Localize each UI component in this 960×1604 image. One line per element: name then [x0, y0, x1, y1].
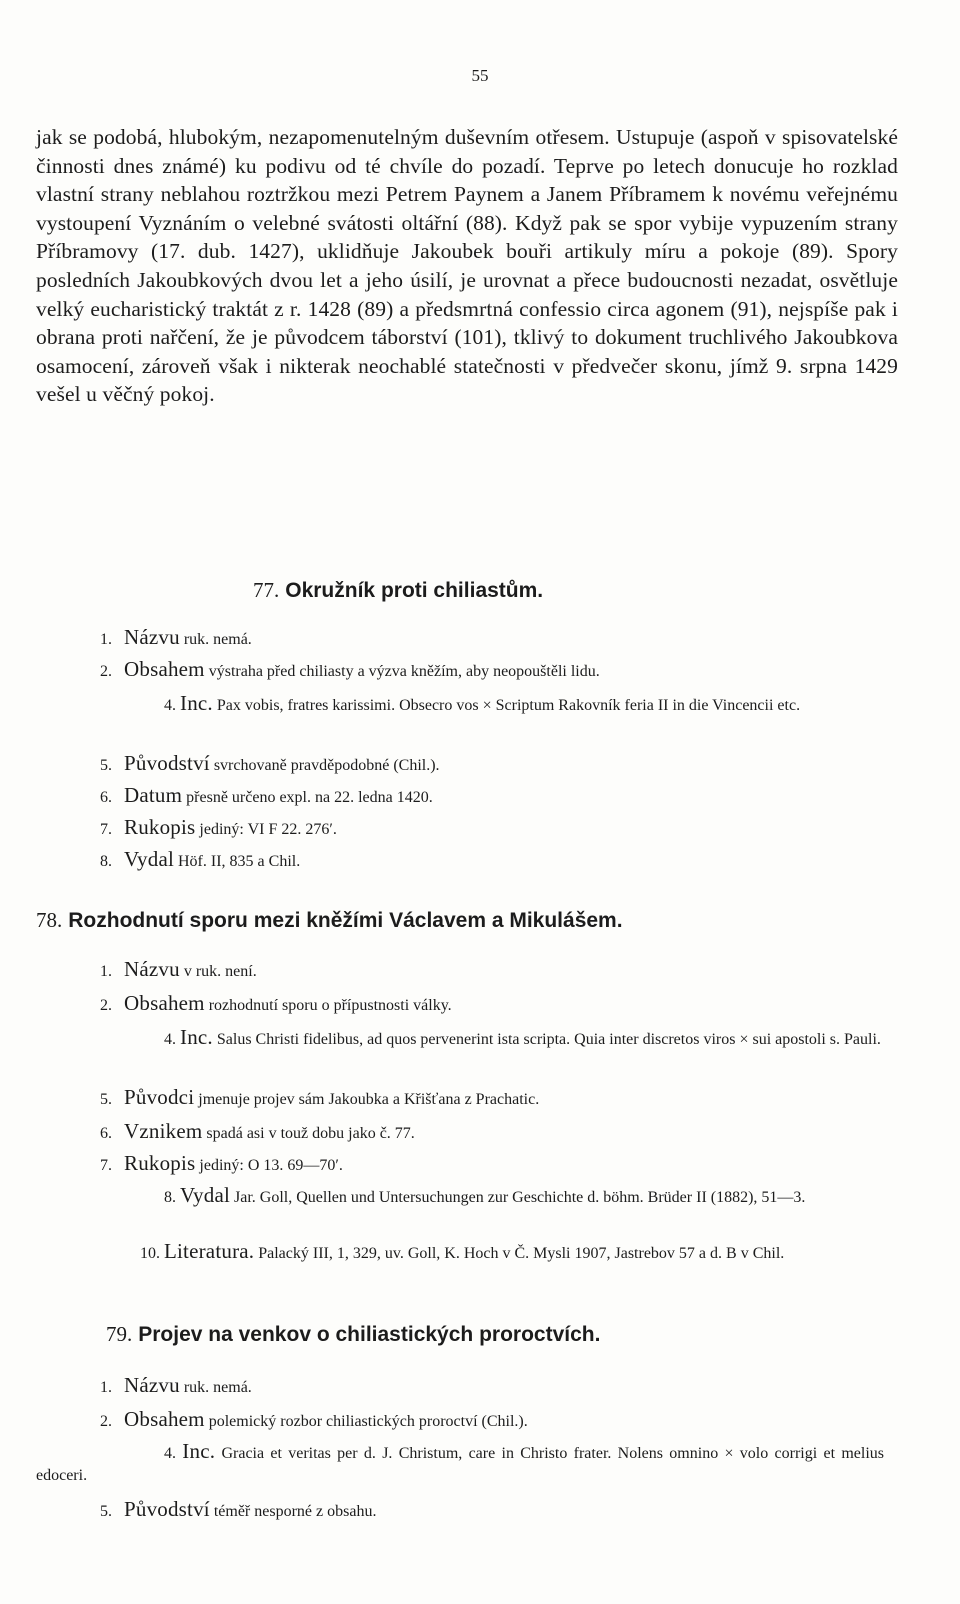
page-number: 55 — [471, 66, 489, 85]
entry-78-8: 8. Vydal Jar. Goll, Quellen und Untersuchungen zur Geschichte d. böhm. Brüder II (1882), 51—3. — [164, 1183, 806, 1207]
entry-79-2: 2. Obsahem polemický rozbor chiliastických proroctví (Chil.). — [100, 1407, 528, 1431]
entry-78-10: 10. Literatura. Palacký III, 1, 329, uv. Goll, K. Hoch v Č. Mysli 1907, Jastrebov 57 a d. B v Chil. — [140, 1239, 785, 1263]
section-title: Rozhodnutí sporu mezi kněžími Václavem a Mikulášem. — [68, 909, 623, 932]
section-79-heading — [0, 1322, 960, 1347]
section-title: Okružník proti chiliastům. — [285, 579, 544, 602]
section-78-heading — [0, 908, 960, 933]
entry-78-2: 2. Obsahem rozhodnutí sporu o přípustnosti války. — [100, 991, 452, 1015]
entry-77-1: 1. Názvu ruk. nemá. — [100, 625, 252, 649]
entry-79-1: 1. Názvu ruk. nemá. — [100, 1373, 252, 1397]
intro-paragraph: jak se podobá, hlubokým, nezapomenutelným duševním otřesem. Ustupuje (aspoň v spisovatelské činnosti dnes známé) ku podivu od té chvíle do pozadí. Teprve po letech donucuje ho rozklad vlastní strany neblahou roztržkou mezi Petrem Paynem a Janem Příbramem k novému veřejnému vystoupení Vyznáním o velebné svátosti oltářní (88). Když pak se spor vybije vypuzením strany Příbramovy (17. dub. 1427), uklidňuje Jakoubek bouři artikuly míru a pokoje (89). Spory posledních Jakoubkových dvou let a jeho úsilí, je urovnat a přece budoucnosti nezadat, osvětluje velký eucharistický traktát z r. 1428 (89) a předsmrtná confessio circa agonem (91), nejspíše pak i obrana proti nařčení, že je původcem táborství (101), tklivý to dokument truchlivého Jakoubkova osamocení, zároveň však i nikterak neochablé statečnosti v předvečer skonu, jímž 9. srpna 1429 vešel u věčný pokoj. — [36, 125, 898, 407]
section-title: Projev na venkov o chiliastických proroctvích. — [138, 1323, 601, 1346]
section-77-heading — [0, 578, 960, 603]
entry-78-4: 4. Inc. Salus Christi fidelibus, ad quos pervenerint ista scripta. Quia inter discretos viros × sui apostoli s. Pauli. — [164, 1025, 881, 1049]
entry-77-8: 8. Vydal Höf. II, 835 a Chil. — [100, 847, 301, 871]
entry-77-2: 2. Obsahem výstraha před chiliasty a výzva kněžím, aby neopouštěli lidu. — [100, 657, 600, 681]
entry-77-7: 7. Rukopis jediný: VI F 22. 276′. — [100, 815, 337, 839]
entry-77-4: 4. Inc. Pax vobis, fratres karissimi. Obsecro vos × Scriptum Rakovník feria II in die Vincencii etc. — [164, 691, 801, 715]
entry-79-5: 5. Původství téměř nesporné z obsahu. — [100, 1497, 377, 1521]
section-number: 77. — [253, 578, 280, 602]
entry-78-5: 5. Původci jmenuje projev sám Jakoubka a Křišťana z Prachatic. — [100, 1085, 540, 1109]
entry-77-5: 5. Původství svrchovaně pravděpodobné (Chil.). — [100, 751, 440, 775]
entry-79-4: 4. Inc. Gracia et veritas per d. J. Christum, care in Christo frater. Nolens omnino × volo corrigi et melius edoceri. — [36, 1439, 884, 1484]
entry-78-7: 7. Rukopis jediný: O 13. 69—70′. — [100, 1151, 343, 1175]
section-number: 78. — [36, 908, 63, 932]
entry-77-6: 6. Datum přesně určeno expl. na 22. ledna 1420. — [100, 783, 433, 807]
entry-78-1: 1. Názvu v ruk. není. — [100, 957, 257, 981]
section-number: 79. — [106, 1322, 133, 1346]
entry-78-6: 6. Vznikem spadá asi v touž dobu jako č. 77. — [100, 1119, 415, 1143]
